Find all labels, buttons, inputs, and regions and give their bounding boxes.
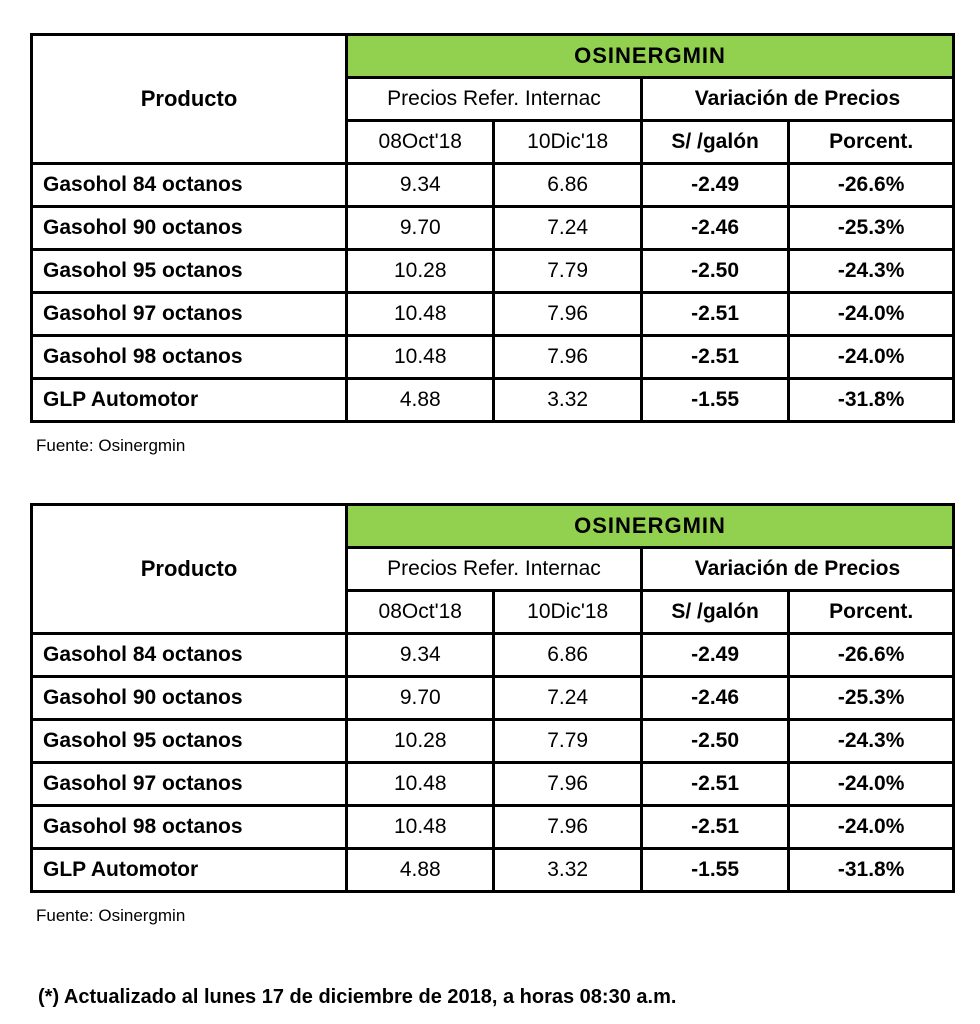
subheader-date-dic: 10Dic'18 (494, 591, 641, 634)
fuel-price-table-1 (30, 33, 955, 423)
cell-var-pct: -24.3% (789, 720, 954, 763)
subheader-porcent: Porcent. (789, 591, 954, 634)
cell-var-pct: -31.8% (789, 379, 954, 422)
cell-price-dic: 6.86 (494, 634, 641, 677)
update-footnote: (*) Actualizado al lunes 17 de diciembre de 2018, a horas 08:30 a.m. (38, 986, 677, 1008)
product-column-header: Producto (32, 35, 347, 164)
cell-product: Gasohol 95 octanos (32, 720, 347, 763)
cell-price-dic: 7.96 (494, 336, 641, 379)
cell-var-pct: -25.3% (789, 677, 954, 720)
group-header-variacion: Variación de Precios (641, 548, 953, 591)
fuel-price-table-2 (30, 503, 955, 893)
cell-price-dic: 3.32 (494, 849, 641, 892)
cell-price-oct: 4.88 (347, 379, 494, 422)
source-note-2: Fuente: Osinergmin (36, 906, 186, 925)
subheader-porcent: Porcent. (789, 121, 954, 164)
table-row (32, 164, 954, 207)
cell-price-dic: 7.79 (494, 720, 641, 763)
cell-var-pct: -31.8% (789, 849, 954, 892)
cell-price-oct: 9.34 (347, 164, 494, 207)
table1-header-row-org (32, 35, 954, 78)
cell-var-soles: -2.50 (641, 250, 788, 293)
cell-product: Gasohol 98 octanos (32, 806, 347, 849)
cell-var-soles: -2.51 (641, 293, 788, 336)
cell-var-soles: -2.46 (641, 677, 788, 720)
cell-var-pct: -24.0% (789, 293, 954, 336)
cell-price-dic: 7.96 (494, 763, 641, 806)
cell-product: Gasohol 84 octanos (32, 634, 347, 677)
cell-price-oct: 10.48 (347, 293, 494, 336)
cell-var-pct: -24.0% (789, 763, 954, 806)
cell-price-dic: 7.96 (494, 293, 641, 336)
table-row (32, 763, 954, 806)
cell-price-oct: 10.28 (347, 720, 494, 763)
cell-var-pct: -24.3% (789, 250, 954, 293)
subheader-date-dic: 10Dic'18 (494, 121, 641, 164)
cell-var-pct: -24.0% (789, 806, 954, 849)
table-row (32, 336, 954, 379)
cell-price-oct: 9.70 (347, 677, 494, 720)
table-row (32, 849, 954, 892)
cell-price-dic: 6.86 (494, 164, 641, 207)
cell-product: GLP Automotor (32, 379, 347, 422)
table-row (32, 634, 954, 677)
cell-product: Gasohol 97 octanos (32, 763, 347, 806)
cell-var-pct: -25.3% (789, 207, 954, 250)
table-row (32, 207, 954, 250)
subheader-date-oct: 08Oct'18 (347, 591, 494, 634)
subheader-soles-galon: S/ /galón (641, 591, 788, 634)
cell-var-soles: -2.49 (641, 164, 788, 207)
cell-product: Gasohol 97 octanos (32, 293, 347, 336)
table-row (32, 250, 954, 293)
osinergmin-title: OSINERGMIN (347, 505, 954, 548)
cell-price-dic: 7.24 (494, 207, 641, 250)
cell-var-soles: -2.46 (641, 207, 788, 250)
cell-var-soles: -1.55 (641, 379, 788, 422)
table2-header-row-org (32, 505, 954, 548)
cell-price-oct: 10.48 (347, 763, 494, 806)
table-row (32, 379, 954, 422)
cell-var-soles: -2.51 (641, 763, 788, 806)
cell-product: Gasohol 90 octanos (32, 207, 347, 250)
table-row (32, 806, 954, 849)
cell-price-oct: 9.70 (347, 207, 494, 250)
cell-price-oct: 10.48 (347, 336, 494, 379)
cell-price-dic: 7.79 (494, 250, 641, 293)
osinergmin-title: OSINERGMIN (347, 35, 954, 78)
source-note-1: Fuente: Osinergmin (36, 436, 186, 455)
group-header-precios: Precios Refer. Internac (347, 548, 642, 591)
cell-price-oct: 10.48 (347, 806, 494, 849)
product-column-header: Producto (32, 505, 347, 634)
cell-price-dic: 3.32 (494, 379, 641, 422)
group-header-precios: Precios Refer. Internac (347, 78, 642, 121)
group-header-variacion: Variación de Precios (641, 78, 953, 121)
subheader-soles-galon: S/ /galón (641, 121, 788, 164)
cell-var-pct: -26.6% (789, 164, 954, 207)
cell-var-pct: -24.0% (789, 336, 954, 379)
table-row (32, 293, 954, 336)
cell-price-oct: 4.88 (347, 849, 494, 892)
cell-var-soles: -1.55 (641, 849, 788, 892)
cell-var-soles: -2.51 (641, 806, 788, 849)
cell-var-pct: -26.6% (789, 634, 954, 677)
cell-price-dic: 7.24 (494, 677, 641, 720)
cell-product: Gasohol 95 octanos (32, 250, 347, 293)
cell-price-dic: 7.96 (494, 806, 641, 849)
table-row (32, 677, 954, 720)
cell-price-oct: 9.34 (347, 634, 494, 677)
cell-var-soles: -2.49 (641, 634, 788, 677)
cell-product: GLP Automotor (32, 849, 347, 892)
cell-product: Gasohol 98 octanos (32, 336, 347, 379)
cell-price-oct: 10.28 (347, 250, 494, 293)
cell-product: Gasohol 90 octanos (32, 677, 347, 720)
cell-var-soles: -2.50 (641, 720, 788, 763)
table-row (32, 720, 954, 763)
subheader-date-oct: 08Oct'18 (347, 121, 494, 164)
cell-product: Gasohol 84 octanos (32, 164, 347, 207)
cell-var-soles: -2.51 (641, 336, 788, 379)
